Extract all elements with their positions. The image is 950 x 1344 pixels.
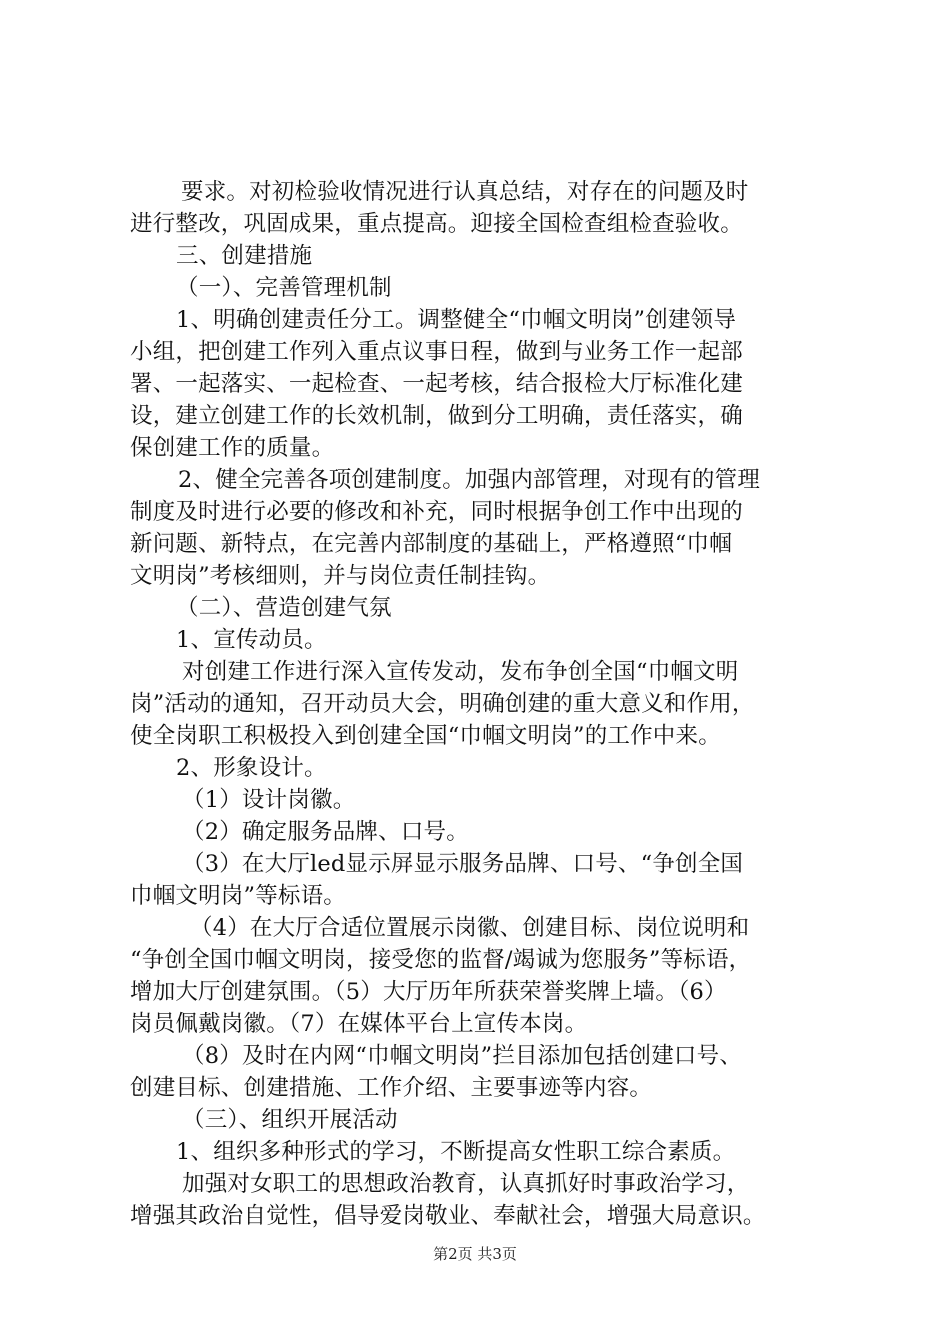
page-footer: 第2页 共3页 — [433, 1245, 517, 1263]
text-line: 岗员佩戴岗徽。（7）在媒体平台上宣传本岗。 — [130, 1011, 588, 1037]
text-line: 2、健全完善各项创建制度。加强内部管理，对现有的管理 — [178, 467, 761, 493]
text-line: 要求。对初检验收情况进行认真总结，对存在的问题及时 — [181, 179, 749, 205]
section-heading: 三、创建措施 — [176, 243, 313, 269]
text-line: 增加大厅创建氛围。（5）大厅历年所获荣誉奖牌上墙。（6） — [130, 979, 727, 1005]
text-line: 进行整改，巩固成果，重点提高。迎接全国检查组检查验收。 — [130, 211, 743, 237]
text-line: 署、一起落实、一起检查、一起考核，结合报检大厅标准化建 — [130, 371, 743, 397]
text-line: （8）及时在内网“巾帼文明岗”拦目添加包括创建口号、 — [182, 1043, 743, 1069]
text-line: （2）确定服务品牌、口号。 — [182, 819, 469, 845]
text-line: 增强其政治自觉性，倡导爱岗敬业、奉献社会，增强大局意识。 — [130, 1203, 766, 1229]
subsection-heading: （二）、营造创建气氛 — [176, 595, 392, 621]
text-line: 2、形象设计。 — [176, 755, 327, 781]
text-line: 加强对女职工的思想政治教育，认真抓好时事政治学习， — [182, 1171, 750, 1197]
subsection-heading: （三）、组织开展活动 — [182, 1107, 398, 1133]
text-line: 1、明确创建责任分工。调整健全“巾帼文明岗”创建领导 — [176, 307, 737, 333]
text-line: 1、组织多种形式的学习，不断提高女性职工综合素质。 — [176, 1139, 736, 1165]
subsection-heading: （一）、完善管理机制 — [176, 275, 392, 301]
text-line: 创建目标、创建措施、工作介绍、主要事迹等内容。 — [130, 1075, 653, 1101]
text-line: 新问题、新特点，在完善内部制度的基础上，严格遵照“巾帼 — [130, 531, 732, 557]
text-line: 1、宣传动员。 — [176, 627, 327, 653]
text-line: （1）设计岗徽。 — [182, 787, 356, 813]
text-line: 对创建工作进行深入宣传发动，发布争创全国“巾帼文明 — [182, 659, 739, 685]
text-line: 制度及时进行必要的修改和补充，同时根据争创工作中出现的 — [130, 499, 743, 525]
text-line: 文明岗”考核细则，并与岗位责任制挂钩。 — [130, 563, 551, 589]
text-line: （4）在大厅合适位置展示岗徽、创建目标、岗位说明和 — [190, 915, 750, 941]
text-line: 保创建工作的质量。 — [130, 435, 335, 461]
text-line: 岗”活动的通知，召开动员大会，明确创建的重大意义和作用， — [130, 691, 755, 717]
text-line: 设，建立创建工作的长效机制，做到分工明确，责任落实，确 — [130, 403, 743, 429]
text-line: 小组，把创建工作列入重点议事日程，做到与业务工作一起部 — [130, 339, 743, 365]
text-line: “争创全国巾帼文明岗，接受您的监督/竭诚为您服务”等标语， — [130, 947, 752, 973]
text-line: 使全岗职工积极投入到创建全国“巾帼文明岗”的工作中来。 — [130, 723, 721, 749]
text-line: 巾帼文明岗”等标语。 — [130, 883, 347, 909]
text-line: （3）在大厅led显示屏显示服务品牌、口号、“争创全国 — [182, 851, 744, 877]
